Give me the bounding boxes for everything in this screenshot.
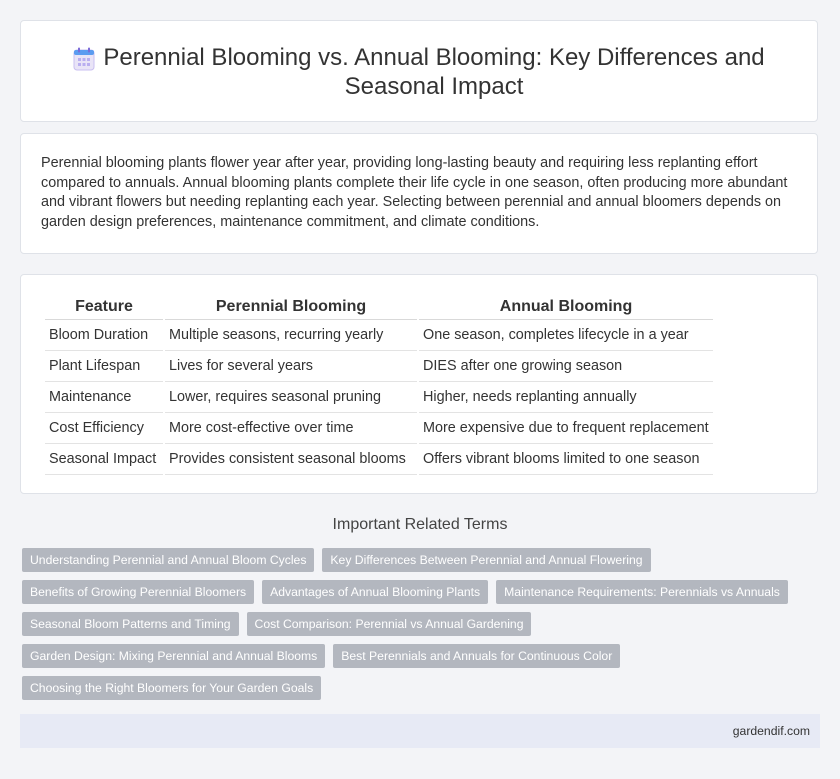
related-term-tag[interactable]: Key Differences Between Perennial and Annual Flowering (322, 548, 650, 572)
table-cell: More expensive due to frequent replacement (419, 413, 713, 444)
table-cell: Provides consistent seasonal blooms (165, 444, 417, 475)
table-cell: Seasonal Impact (45, 444, 163, 475)
column-header-perennial: Perennial Blooming (165, 295, 417, 320)
page-title: Perennial Blooming vs. Annual Blooming: Key Differences and Seasonal Impact (103, 44, 765, 100)
table-row (45, 320, 713, 351)
table-cell: DIES after one growing season (419, 351, 713, 382)
footer (20, 714, 820, 748)
table-cell: Lower, requires seasonal pruning (165, 382, 417, 413)
table-cell: Maintenance (45, 382, 163, 413)
table-row (45, 413, 713, 444)
related-term-tag[interactable]: Cost Comparison: Perennial vs Annual Gardening (247, 612, 532, 636)
column-header-annual: Annual Blooming (419, 295, 713, 320)
related-term-tag[interactable]: Understanding Perennial and Annual Bloom Cycles (22, 548, 314, 572)
related-term-tag[interactable]: Benefits of Growing Perennial Bloomers (22, 580, 254, 604)
table-cell: Cost Efficiency (45, 413, 163, 444)
related-term-tag[interactable]: Advantages of Annual Blooming Plants (262, 580, 488, 604)
intro-card (20, 133, 818, 254)
table-header-row (45, 295, 713, 320)
related-terms-heading: Important Related Terms (332, 516, 508, 533)
table-cell: Offers vibrant blooms limited to one season (419, 444, 713, 475)
table-cell: Lives for several years (165, 351, 417, 382)
related-term-tag[interactable]: Best Perennials and Annuals for Continuous Color (333, 644, 620, 668)
comparison-table-card (20, 274, 818, 494)
table-cell: Bloom Duration (45, 320, 163, 351)
table-cell: Multiple seasons, recurring yearly (165, 320, 417, 351)
related-term-tag[interactable]: Choosing the Right Bloomers for Your Garden Goals (22, 676, 321, 700)
intro-paragraph: Perennial blooming plants flower year after year, providing long-lasting beauty and requiring less replanting effort compared to annuals. Annual blooming plants complete their life cycle in one season, often producing more abundant and vibrant flowers but needing replanting each year. Selecting between perennial and annual bloomers depends on garden design preferences, maintenance commitment, and climate conditions. (41, 155, 788, 230)
related-terms-list (22, 548, 822, 708)
table-cell: Higher, needs replanting annually (419, 382, 713, 413)
related-term-tag[interactable]: Seasonal Bloom Patterns and Timing (22, 612, 239, 636)
table-cell: One season, completes lifecycle in a year (419, 320, 713, 351)
table-row (45, 444, 713, 475)
related-term-tag[interactable]: Garden Design: Mixing Perennial and Annual Blooms (22, 644, 325, 668)
table-cell: More cost-effective over time (165, 413, 417, 444)
comparison-table (43, 295, 715, 475)
table-row (45, 351, 713, 382)
table-cell: Plant Lifespan (45, 351, 163, 382)
table-row (45, 382, 713, 413)
related-term-tag[interactable]: Maintenance Requirements: Perennials vs Annuals (496, 580, 788, 604)
site-name[interactable]: gardendif.com (732, 724, 810, 738)
column-header-feature: Feature (45, 295, 163, 320)
header-card (20, 20, 818, 122)
